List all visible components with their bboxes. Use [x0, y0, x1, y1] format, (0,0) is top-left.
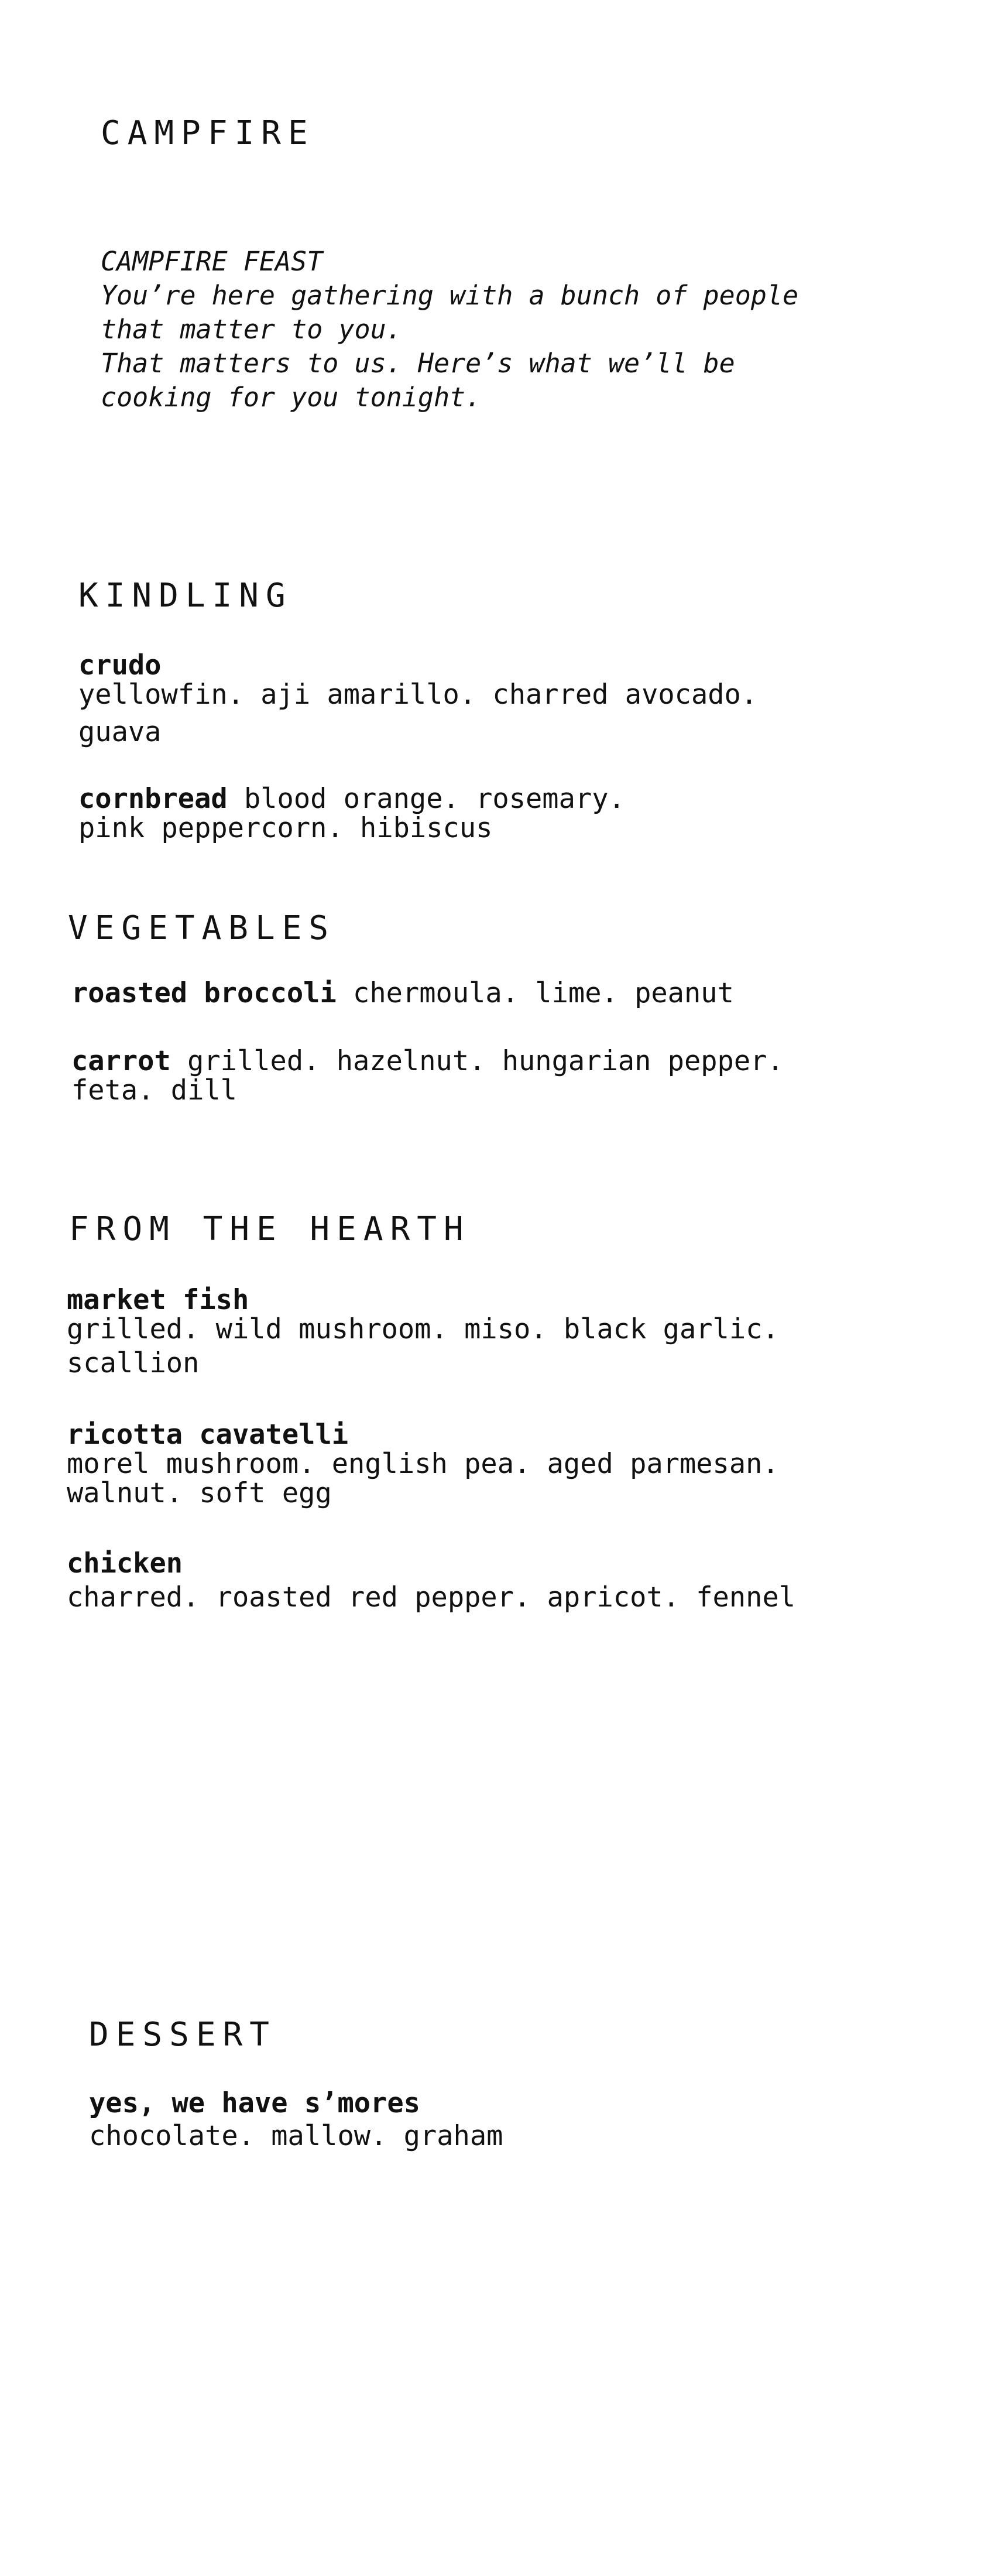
intro-line: that matter to you. — [101, 314, 402, 345]
dish-description: blood orange. rosemary. — [227, 783, 625, 815]
menu-item-carrot — [71, 1047, 784, 1105]
section-heading-from-the-hearth: FROM THE HEARTH — [69, 1210, 471, 1248]
dish-name: market fish — [67, 1284, 249, 1316]
menu-item-crudo — [78, 651, 757, 747]
dish-name: chicken — [67, 1547, 183, 1580]
dish-description: scallion — [67, 1347, 200, 1379]
dish-description: walnut. soft egg — [67, 1477, 332, 1509]
intro-line: cooking for you tonight. — [101, 382, 482, 413]
dish-description: morel mushroom. english pea. aged parmesan. — [67, 1448, 779, 1480]
intro-block — [101, 245, 798, 415]
dish-name: cornbread — [78, 783, 228, 815]
dish-description: chermoula. lime. peanut — [336, 977, 734, 1009]
brand-title: CAMPFIRE — [101, 114, 315, 152]
section-heading-vegetables: VEGETABLES — [68, 909, 336, 947]
dish-description: pink peppercorn. hibiscus — [78, 812, 493, 844]
dish-description: chocolate. mallow. graham — [89, 2120, 503, 2152]
menu-item-cornbread — [78, 785, 625, 843]
dish-name: crudo — [78, 649, 162, 681]
dish-description: yellowfin. aji amarillo. charred avocado. — [78, 679, 758, 711]
menu-item-ricotta-cavatelli — [67, 1420, 779, 1508]
menu-item-chicken — [67, 1549, 795, 1612]
dish-description: grilled. wild mushroom. miso. black garlic. — [67, 1313, 779, 1345]
dish-name: roasted broccoli — [71, 977, 337, 1009]
menu-item-roasted-broccoli — [71, 979, 734, 1008]
dish-description: feta. dill — [71, 1074, 237, 1107]
dish-name: yes, we have s’mores — [89, 2087, 420, 2119]
intro-line: You’re here gathering with a bunch of people — [101, 280, 799, 311]
dish-description: charred. roasted red pepper. apricot. fennel — [67, 1581, 796, 1614]
menu-item-market-fish — [67, 1286, 779, 1378]
dish-description: guava — [78, 716, 162, 748]
intro-title: CAMPFIRE FEAST — [101, 246, 323, 277]
section-heading-dessert: DESSERT — [89, 2016, 277, 2054]
menu-item-smores — [89, 2089, 503, 2151]
dish-name: ricotta cavatelli — [67, 1419, 349, 1451]
section-heading-kindling: KINDLING — [78, 577, 293, 615]
dish-description: grilled. hazelnut. hungarian pepper. — [170, 1045, 784, 1077]
dish-name: carrot — [71, 1045, 171, 1077]
intro-line: That matters to us. Here’s what we’ll be — [101, 348, 735, 379]
